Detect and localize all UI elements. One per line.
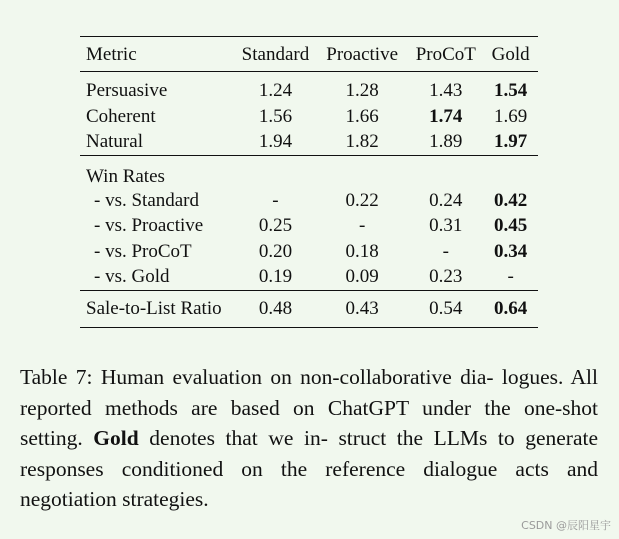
table-row	[80, 104, 538, 130]
cell-proactive: 0.22	[345, 189, 379, 211]
cell-procot: 0.24	[429, 189, 463, 211]
cell-standard: 0.48	[235, 290, 316, 327]
caption-line-5: struct the LLMs to generate responses conditioned on	[20, 426, 599, 481]
table-row	[80, 72, 538, 104]
cell-standard: 0.25	[258, 215, 293, 237]
row-metric-label: Coherent	[86, 105, 156, 127]
quality-metrics-group	[80, 72, 538, 156]
row-metric-label: Sale-to-List Ratio	[80, 290, 235, 327]
sale-ratio-group	[80, 290, 538, 327]
cell-procot: 1.43	[408, 72, 483, 104]
header-metric: Metric	[80, 37, 235, 72]
cell-proactive: 0.09	[345, 266, 379, 288]
cell-gold: 0.64	[483, 290, 538, 327]
caption-line-3: under the one-shot setting.	[20, 395, 598, 450]
table-row	[80, 188, 538, 214]
cell-procot: 1.89	[429, 131, 463, 153]
cell-gold: 0.34	[493, 240, 528, 262]
table-header-row	[80, 37, 538, 72]
cell-gold: -	[507, 266, 514, 288]
row-metric-label: - vs. Standard	[94, 189, 200, 211]
cell-gold: 0.42	[493, 189, 528, 211]
cell-proactive: 1.66	[345, 105, 379, 127]
table-row	[80, 129, 538, 155]
cell-proactive: 0.43	[316, 290, 408, 327]
header-gold: Gold	[483, 37, 538, 72]
results-table-container	[80, 36, 538, 328]
table-row	[80, 264, 538, 290]
cell-standard: 0.20	[258, 240, 293, 262]
cell-gold: 1.69	[493, 105, 528, 127]
table-caption	[20, 362, 598, 515]
cell-standard: -	[272, 189, 279, 211]
header-procot: ProCoT	[408, 37, 483, 72]
caption-line-6: the reference dialogue acts and negotiation strategies.	[20, 456, 598, 511]
caption-line-1: Table 7: Human evaluation on non-collaborative dia-	[20, 365, 494, 389]
human-evaluation-table	[80, 36, 538, 328]
win-rates-group	[80, 155, 538, 188]
win-rates-rows	[80, 188, 538, 291]
row-metric-label: Natural	[86, 131, 143, 153]
win-rates-label: Win Rates	[80, 155, 235, 188]
cell-procot: 0.23	[429, 266, 463, 288]
row-metric-label: Persuasive	[80, 72, 235, 104]
row-metric-label: - vs. Proactive	[94, 215, 204, 237]
table-row	[80, 290, 538, 327]
cell-procot: 0.31	[429, 215, 463, 237]
table-row	[80, 239, 538, 265]
cell-proactive: -	[358, 215, 366, 237]
cell-standard: 1.94	[258, 131, 293, 153]
row-metric-label: - vs. Gold	[94, 266, 170, 288]
table-row	[80, 213, 538, 239]
cell-proactive: 1.82	[345, 131, 379, 153]
cell-standard: 0.19	[258, 266, 293, 288]
caption-line-2: logues. All reported methods are based on ChatGPT	[20, 365, 598, 420]
cell-proactive: 1.28	[316, 72, 408, 104]
watermark: CSDN @辰阳星宇	[521, 519, 611, 532]
cell-standard: 1.56	[258, 105, 293, 127]
cell-procot: 0.54	[408, 290, 483, 327]
cell-procot: -	[442, 240, 449, 262]
caption-gold-term: Gold	[93, 426, 139, 450]
cell-procot: 1.74	[429, 105, 463, 127]
header-proactive: Proactive	[316, 37, 408, 72]
caption-line-4: denotes that we in-	[149, 426, 328, 450]
row-metric-label: - vs. ProCoT	[94, 240, 192, 262]
cell-gold: 1.97	[493, 131, 528, 153]
header-standard: Standard	[235, 37, 316, 72]
cell-proactive: 0.18	[345, 240, 379, 262]
win-rates-heading-row	[80, 155, 538, 188]
cell-standard: 1.24	[235, 72, 316, 104]
cell-gold: 1.54	[483, 72, 538, 104]
cell-gold: 0.45	[493, 215, 528, 237]
